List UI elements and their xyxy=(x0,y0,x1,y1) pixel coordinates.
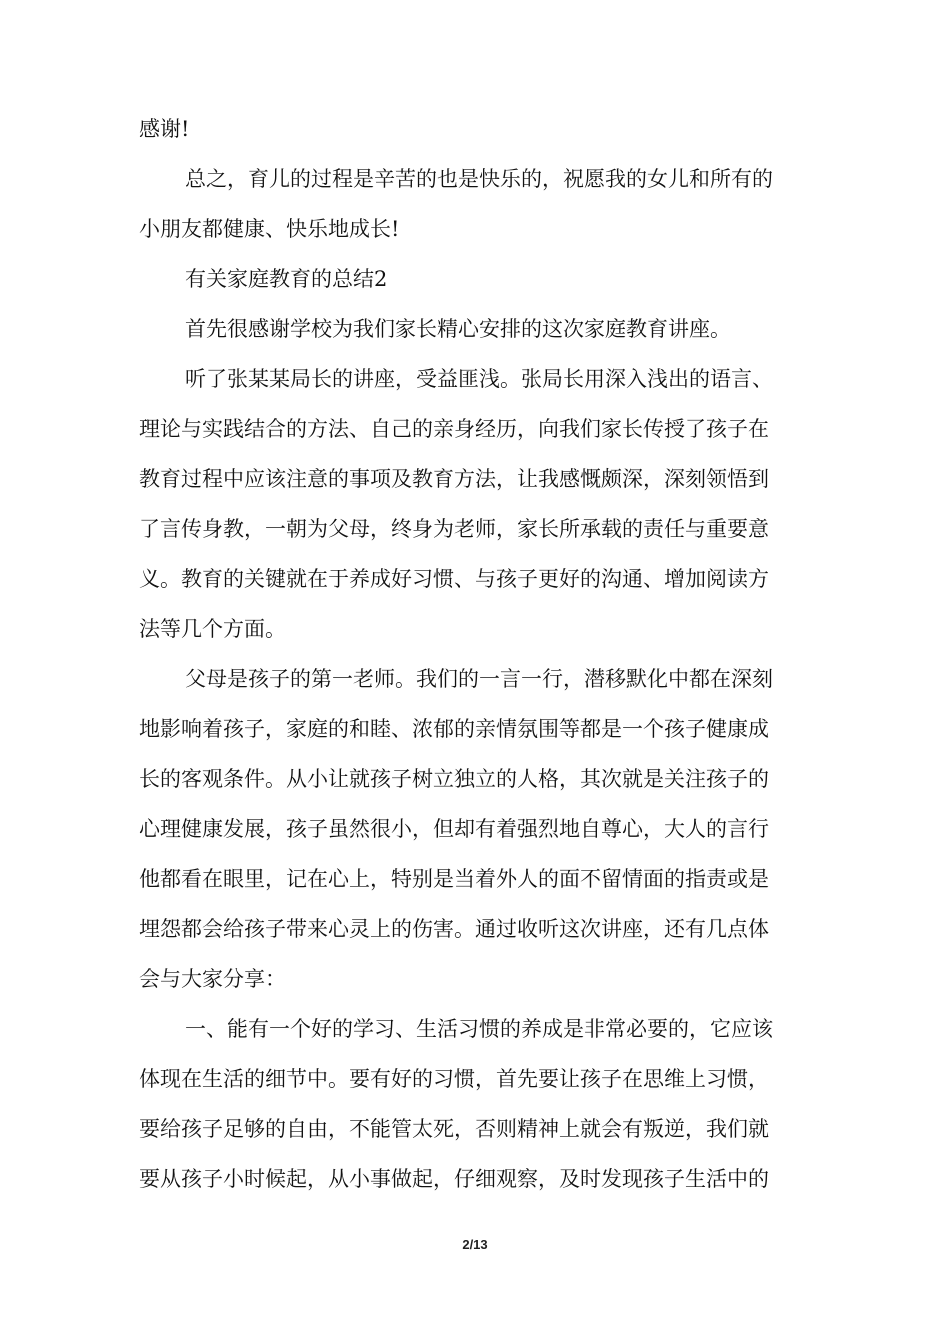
paragraph-line: 听了张某某局长的讲座，受益匪浅。张局长用深入浅出的语言、 xyxy=(185,367,773,391)
paragraph-line: 感谢! xyxy=(139,117,190,141)
paragraph-line: 埋怨都会给孩子带来心灵上的伤害。通过收听这次讲座，还有几点体 xyxy=(139,917,769,941)
paragraph-line: 他都看在眼里，记在心上，特别是当着外人的面不留情面的指责或是 xyxy=(139,867,769,891)
paragraph-line: 小朋友都健康、快乐地成长! xyxy=(139,217,400,241)
paragraph-line: 理论与实践结合的方法、自己的亲身经历，向我们家长传授了孩子在 xyxy=(139,417,769,441)
paragraph-line: 一、能有一个好的学习、生活习惯的养成是非常必要的，它应该 xyxy=(185,1017,773,1041)
paragraph-line: 法等几个方面。 xyxy=(139,617,286,641)
paragraph-line: 体现在生活的细节中。要有好的习惯，首先要让孩子在思维上习惯， xyxy=(139,1067,769,1091)
paragraph-line: 要从孩子小时候起，从小事做起，仔细观察，及时发现孩子生活中的 xyxy=(139,1167,769,1191)
paragraph-line: 要给孩子足够的自由，不能管太死，否则精神上就会有叛逆，我们就 xyxy=(139,1117,769,1141)
paragraph-line: 长的客观条件。从小让就孩子树立独立的人格，其次就是关注孩子的 xyxy=(139,767,769,791)
paragraph-line: 心理健康发展，孩子虽然很小，但却有着强烈地自尊心，大人的言行 xyxy=(139,817,769,841)
page-number: 2/13 xyxy=(462,1237,488,1252)
document-body xyxy=(139,104,823,1204)
paragraph-line: 义。教育的关键就在于养成好习惯、与孩子更好的沟通、增加阅读方 xyxy=(139,567,769,591)
paragraph-line: 首先很感谢学校为我们家长精心安排的这次家庭教育讲座。 xyxy=(185,317,731,341)
paragraph-line: 父母是孩子的第一老师。我们的一言一行，潜移默化中都在深刻 xyxy=(185,667,773,691)
paragraph-line: 了言传身教，一朝为父母，终身为老师，家长所承载的责任与重要意 xyxy=(139,517,769,541)
paragraph-line: 教育过程中应该注意的事项及教育方法，让我感慨颇深，深刻领悟到 xyxy=(139,467,769,491)
paragraph-line: 总之，育儿的过程是辛苦的也是快乐的，祝愿我的女儿和所有的 xyxy=(185,167,773,191)
paragraph-line: 地影响着孩子，家庭的和睦、浓郁的亲情氛围等都是一个孩子健康成 xyxy=(139,717,769,741)
paragraph-line: 会与大家分享： xyxy=(139,967,286,991)
section-heading: 有关家庭教育的总结2 xyxy=(185,267,388,291)
